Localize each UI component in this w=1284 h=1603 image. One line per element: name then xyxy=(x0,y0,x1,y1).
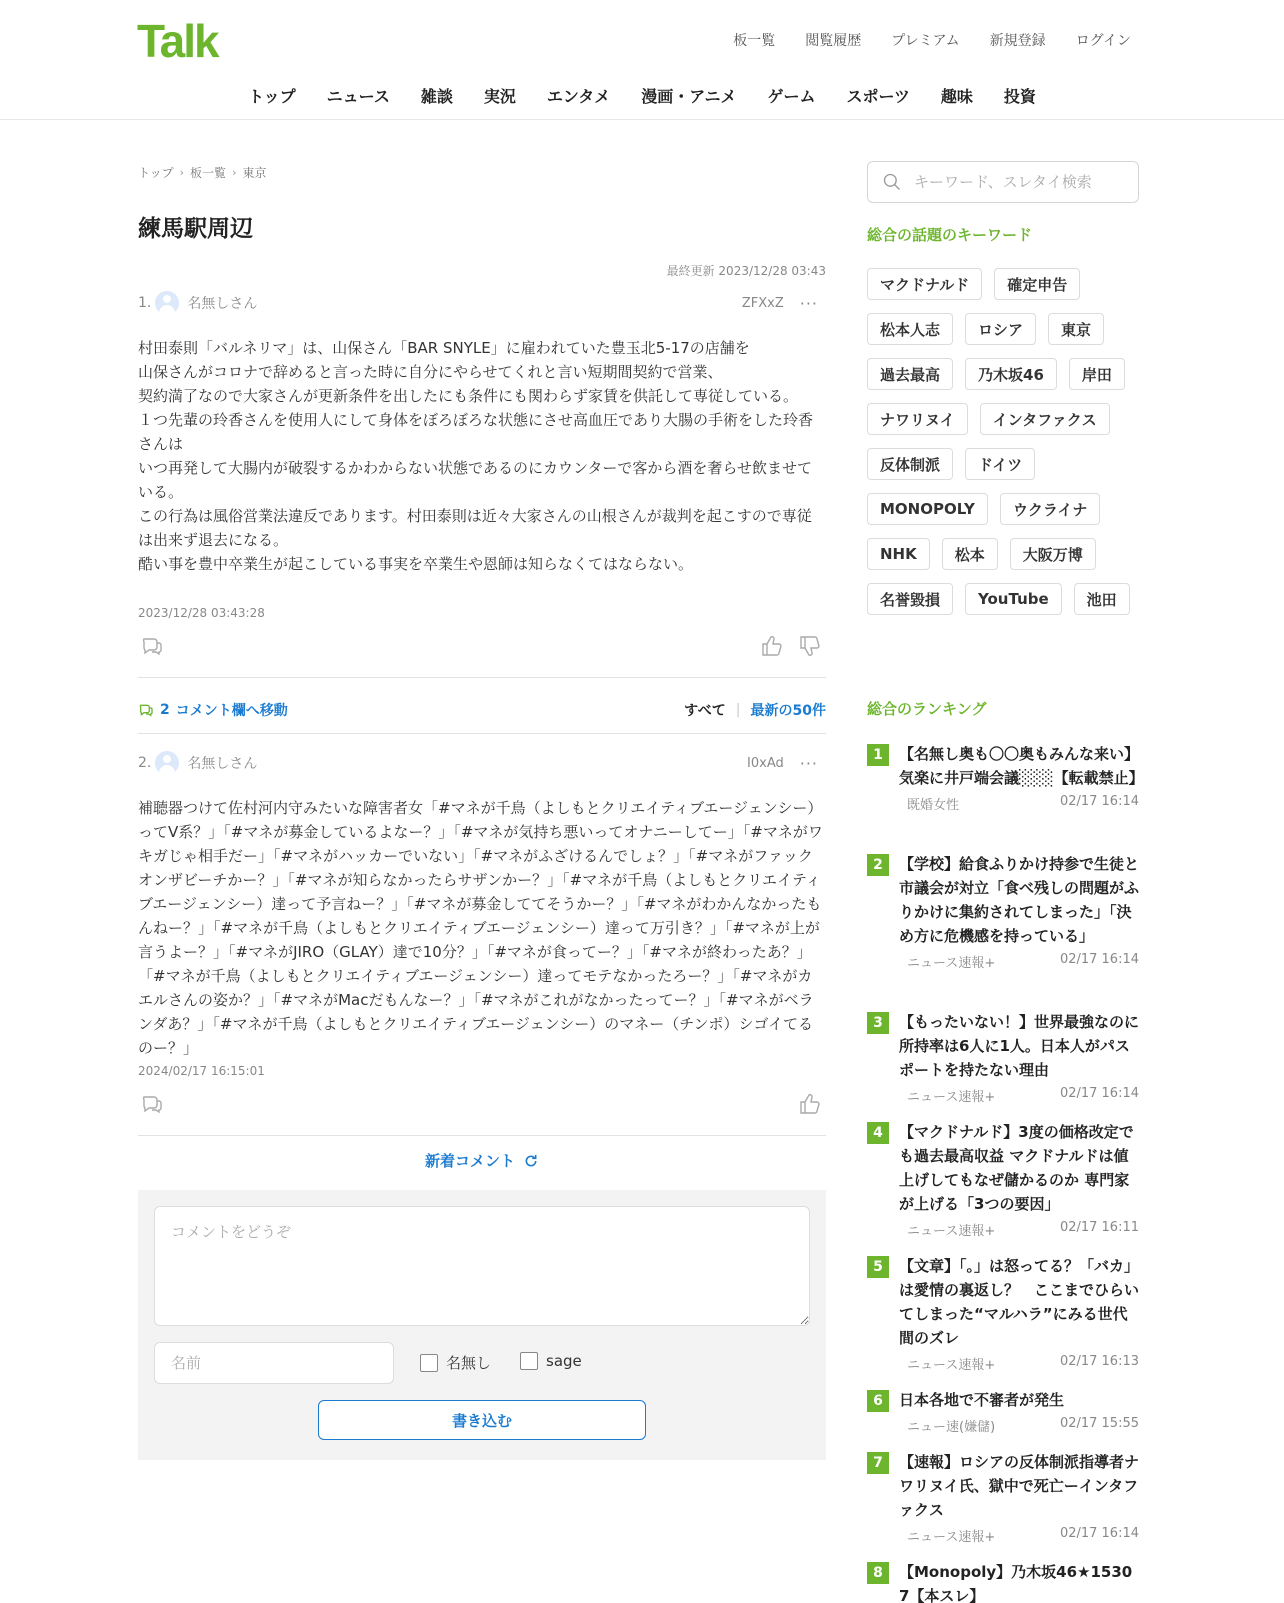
ranking-item[interactable] xyxy=(867,1388,1139,1435)
ranking-item[interactable] xyxy=(867,852,1139,971)
keyword-tag[interactable]: 大阪万博 xyxy=(1010,538,1096,570)
post-number: 2. xyxy=(138,755,152,771)
nav-live[interactable]: 実況 xyxy=(483,87,516,106)
rank-number: 4 xyxy=(867,1122,889,1144)
rank-number: 1 xyxy=(867,744,889,766)
rank-board: ニュース速報+ xyxy=(907,1358,996,1373)
post-date: 2024/02/17 16:15:01 xyxy=(138,1064,265,1078)
nav-news[interactable]: ニュース xyxy=(326,87,390,106)
submit-button[interactable]: 書き込む xyxy=(318,1400,646,1440)
sage-label: sage xyxy=(546,1352,582,1370)
post-author: 名無しさん xyxy=(187,756,258,772)
keywords-title: 総合の話題のキーワード xyxy=(867,226,1033,244)
comment-textarea[interactable] xyxy=(154,1206,810,1326)
divider xyxy=(138,677,826,678)
keyword-tag[interactable]: ドイツ xyxy=(965,448,1035,480)
rank-number: 8 xyxy=(867,1562,889,1584)
post-user-id: I0xAd xyxy=(747,755,784,771)
filter-latest-50[interactable]: 最新の50件 xyxy=(750,703,826,719)
post-line: いつ再発して大腸内が破裂するかわからない状態であるのにカウンターで客から酒を奢らせ飲ませている。 xyxy=(138,459,812,501)
link-premium[interactable]: プレミアム xyxy=(891,33,960,49)
rank-time: 02/17 16:11 xyxy=(1059,1220,1139,1235)
keyword-tag[interactable]: 池田 xyxy=(1074,583,1130,615)
nav-manga-anime[interactable]: 漫画・アニメ xyxy=(641,87,737,106)
new-comments-label: 新着コメント xyxy=(424,1152,515,1170)
comment-form xyxy=(138,1190,826,1460)
rank-number: 6 xyxy=(867,1390,889,1412)
keyword-tag[interactable]: ナワリヌイ xyxy=(867,403,968,435)
divider xyxy=(138,1135,826,1136)
avatar xyxy=(155,291,179,315)
jump-to-comments-link[interactable] xyxy=(138,700,288,720)
keyword-tag[interactable]: 東京 xyxy=(1048,313,1104,345)
ranking-item[interactable] xyxy=(867,1010,1139,1105)
rank-time: 02/17 16:14 xyxy=(1059,1526,1139,1541)
header-links xyxy=(733,30,1131,50)
rank-board: 既婚女性 xyxy=(907,798,960,813)
rank-meta xyxy=(907,1354,1139,1373)
rank-board: ニュース速報+ xyxy=(907,1224,996,1239)
checkbox-box[interactable] xyxy=(520,1352,538,1370)
rank-title[interactable]: 【学校】給食ふりかけ持参で生徒と市議会が対立「食べ残しの問題がふりかけに集約されてしまった」「決め方に危機感を持っている」 xyxy=(899,855,1140,945)
keyword-tag[interactable]: ウクライナ xyxy=(1000,493,1101,525)
site-header xyxy=(0,0,1284,120)
post-header xyxy=(138,750,826,776)
post-actions xyxy=(138,634,826,658)
more-options-icon[interactable]: ··· xyxy=(799,293,818,313)
post-line: 補聴器つけて佐村河内守みたいな障害者女「#マネが千鳥（よしもとクリエイティブエージェンシー）ってV系？」「#マネが募金しているよなー？」「#マネが気持ち悪いってオナニーしてー」「#マネがワキガじゃ相手だー」「#マネがハッカーでいない」「#マネがふざけるんでしょ？」「#マネがファックオンザビーチかー？」「#マネが知らなかったらサザンかー？」「#マネが千鳥（よしもとクリエイティブエージェンシー）達って予言ねー？」「#マネが募金しててそうかー？」「#マネがわかんなかったもんねー？」「#マネが千鳥（よしもとクリエイティブエージェンシー）達って万引き？」「#マネが上が言うよー？」「#マネがJIRO（GLAY）達で10分？」「#マネが食ってー？」「#マネが終わったあ？」「#マネが千鳥（よしもとクリエイティブエージェンシー）達ってモテなかったろー？」「#マネがカエルさんの姿か？」「#マネがMacだもんなー？」「#マネがこれがなかったってー？」「#マネがベランダあ？」「#マネが千鳥（よしもとクリエイティブエージェンシー）のマネー（チンポ）シゴイてるのー？」 xyxy=(138,799,823,1057)
ranking-item[interactable] xyxy=(867,1450,1139,1545)
post-line: 山保さんがコロナで辞めると言った時に自分にやらせてくれと言い短期間契約で営業、 xyxy=(138,363,723,381)
keyword-tag[interactable]: マクドナルド xyxy=(867,268,982,300)
rank-title[interactable]: 【名無し奥も〇〇奥もみんな来い】気楽に井戸端会議░░░【転載禁止】 xyxy=(899,745,1144,787)
main-nav xyxy=(0,84,1284,107)
rank-time: 02/17 16:14 xyxy=(1059,794,1139,809)
keyword-tag[interactable]: 岸田 xyxy=(1069,358,1125,390)
last-updated: 最終更新 2023/12/28 03:43 xyxy=(666,264,826,278)
page-title: 練馬駅周辺 xyxy=(138,216,253,242)
new-comments-button[interactable] xyxy=(138,1150,826,1171)
rank-title[interactable]: 【速報】ロシアの反体制派指導者ナワリヌイ氏、獄中で死亡ーインタファクス xyxy=(899,1453,1140,1519)
thumbs-up-icon[interactable] xyxy=(760,634,784,658)
post-date: 2023/12/28 03:43:28 xyxy=(138,606,265,620)
rank-number: 5 xyxy=(867,1256,889,1278)
rank-time: 02/17 16:14 xyxy=(1059,1086,1139,1101)
site-logo[interactable]: Talk xyxy=(137,15,218,67)
rank-title[interactable]: 日本各地で不審者が発生 xyxy=(899,1391,1065,1409)
keyword-list xyxy=(867,268,1147,615)
chevron-right-icon: › xyxy=(232,166,237,179)
rank-meta xyxy=(907,952,1139,971)
rank-time: 02/17 16:13 xyxy=(1059,1354,1139,1369)
keyword-tag[interactable]: YouTube xyxy=(965,583,1062,615)
avatar xyxy=(155,751,179,775)
keyword-tag[interactable]: 名誉毀損 xyxy=(867,583,953,615)
ranking-item[interactable] xyxy=(867,1254,1139,1373)
link-login[interactable]: ログイン xyxy=(1075,33,1131,49)
comment-icon xyxy=(138,702,154,718)
rank-number: 7 xyxy=(867,1452,889,1474)
keyword-tag[interactable]: 松本人志 xyxy=(867,313,953,345)
sage-checkbox[interactable] xyxy=(520,1352,582,1370)
rank-board: ニュース速報+ xyxy=(907,1530,996,1545)
post-body xyxy=(138,796,826,1060)
reply-icon[interactable] xyxy=(140,634,164,658)
rank-title[interactable]: 【もったいない！】世界最強なのに所持率は6人に1人。日本人がパスポートを持たない理由 xyxy=(899,1013,1140,1079)
filter-all[interactable]: すべて xyxy=(684,703,726,719)
rank-meta xyxy=(907,1526,1139,1545)
refresh-icon xyxy=(523,1153,539,1169)
rank-number: 3 xyxy=(867,1012,889,1034)
post-line: 酷い事を豊中卒業生が起こしている事実を卒業生や恩師は知らなくてはならない。 xyxy=(138,555,694,573)
post-number: 1. xyxy=(138,295,152,311)
filter-separator: | xyxy=(735,702,741,718)
nav-top[interactable]: トップ xyxy=(248,87,296,106)
name-input[interactable] xyxy=(154,1342,394,1384)
anonymous-checkbox[interactable] xyxy=(420,1352,491,1373)
rank-title[interactable]: 【マクドナルド】3度の価格改定でも過去最高収益 マクドナルドは値上げしてもなぜ儲かるのか 専門家が上げる「3つの要因」 xyxy=(899,1123,1134,1213)
post-line: この行為は風俗営業法違反であります。村田泰則は近々大家さんの山根さんが裁判を起こすので専従は出来ず退去になる。 xyxy=(138,507,812,549)
post-line: 契約満了なので大家さんが更新条件を出したにも条件にも関わらず家賃を供託して専従している。 xyxy=(138,387,799,405)
checkbox-box[interactable] xyxy=(420,1354,438,1372)
keyword-tag[interactable]: 確定申告 xyxy=(994,268,1080,300)
chevron-right-icon: › xyxy=(179,166,185,179)
ranking-item[interactable] xyxy=(867,742,1144,813)
rank-time: 02/17 15:55 xyxy=(1059,1416,1139,1431)
search-icon xyxy=(882,172,902,192)
rank-title[interactable]: 【文章】「。」は怒ってる？「バカ」は愛情の裏返し？ ここまでひらいてしまった“マルハラ”にみる世代間のズレ xyxy=(899,1257,1140,1347)
keyword-tag[interactable]: 乃木坂46 xyxy=(965,358,1057,390)
reply-icon[interactable] xyxy=(140,1092,164,1116)
rank-meta xyxy=(907,1220,1139,1239)
comment-filter xyxy=(684,700,826,720)
ranking-item[interactable] xyxy=(867,1560,1139,1603)
rank-board: ニュース速報+ xyxy=(907,1090,996,1105)
thumbs-down-icon[interactable] xyxy=(798,634,822,658)
link-history[interactable]: 閲覧履歴 xyxy=(805,33,862,49)
post-actions xyxy=(138,1092,826,1116)
rank-meta xyxy=(907,1416,1139,1435)
post-body xyxy=(138,336,826,576)
rank-title[interactable]: 【Monopoly】乃木坂46★15307【本スレ】 xyxy=(899,1563,1133,1603)
nav-entertainment[interactable]: エンタメ xyxy=(546,87,611,106)
breadcrumb-board-list[interactable]: 板一覧 xyxy=(190,166,227,180)
breadcrumb-tokyo[interactable]: 東京 xyxy=(242,166,267,180)
keyword-tag[interactable]: 過去最高 xyxy=(867,358,953,390)
nav-chat[interactable]: 雑談 xyxy=(420,87,453,106)
keyword-tag[interactable]: 松本 xyxy=(942,538,998,570)
keyword-tag[interactable]: 反体制派 xyxy=(867,448,953,480)
rank-board: ニュース速報+ xyxy=(907,956,996,971)
more-options-icon[interactable]: ··· xyxy=(799,753,818,773)
comment-bar xyxy=(138,695,826,725)
keyword-tag[interactable]: ロシア xyxy=(965,313,1036,345)
breadcrumb xyxy=(138,164,266,181)
keyword-tag[interactable]: MONOPOLY xyxy=(867,493,988,525)
rank-meta xyxy=(907,1086,1139,1105)
nav-investment[interactable]: 投資 xyxy=(1003,87,1036,106)
rank-meta xyxy=(907,794,1139,813)
post-line: １つ先輩の玲香さんを使用人にして身体をぼろぼろな状態にさせ高血圧であり大腸の手術をした玲香さんは xyxy=(138,411,814,453)
thumbs-up-icon[interactable] xyxy=(798,1092,822,1116)
search-box[interactable] xyxy=(867,161,1139,203)
nav-hobby[interactable]: 趣味 xyxy=(940,87,973,106)
rank-time: 02/17 16:14 xyxy=(1059,952,1139,967)
divider xyxy=(138,733,826,734)
keyword-tag[interactable]: NHK xyxy=(867,538,930,570)
post-user-id: ZFXxZ xyxy=(741,295,784,311)
post-header xyxy=(138,290,826,316)
post-line: 村田泰則「バルネリマ」は、山保さん「BAR SNYLE」に雇われていた豊玉北5-17の店舗を xyxy=(138,339,750,357)
keyword-tag[interactable]: インタファクス xyxy=(980,403,1110,435)
comment-count: 2 xyxy=(160,702,170,718)
link-register[interactable]: 新規登録 xyxy=(989,33,1046,49)
ranking-item[interactable] xyxy=(867,1120,1139,1239)
ranking-title: 総合のランキング xyxy=(867,700,987,718)
post-author: 名無しさん xyxy=(187,296,258,312)
link-board-list[interactable]: 板一覧 xyxy=(733,33,776,49)
nav-sports[interactable]: スポーツ xyxy=(846,87,910,106)
breadcrumb-top[interactable]: トップ xyxy=(138,166,174,180)
comment-link-label: コメント欄へ移動 xyxy=(175,703,288,719)
rank-number: 2 xyxy=(867,854,889,876)
rank-board: ニュー速(嫌儲) xyxy=(907,1420,996,1435)
search-input[interactable] xyxy=(914,173,1114,191)
nav-game[interactable]: ゲーム xyxy=(767,87,816,106)
anonymous-label: 名無し xyxy=(446,1354,492,1372)
